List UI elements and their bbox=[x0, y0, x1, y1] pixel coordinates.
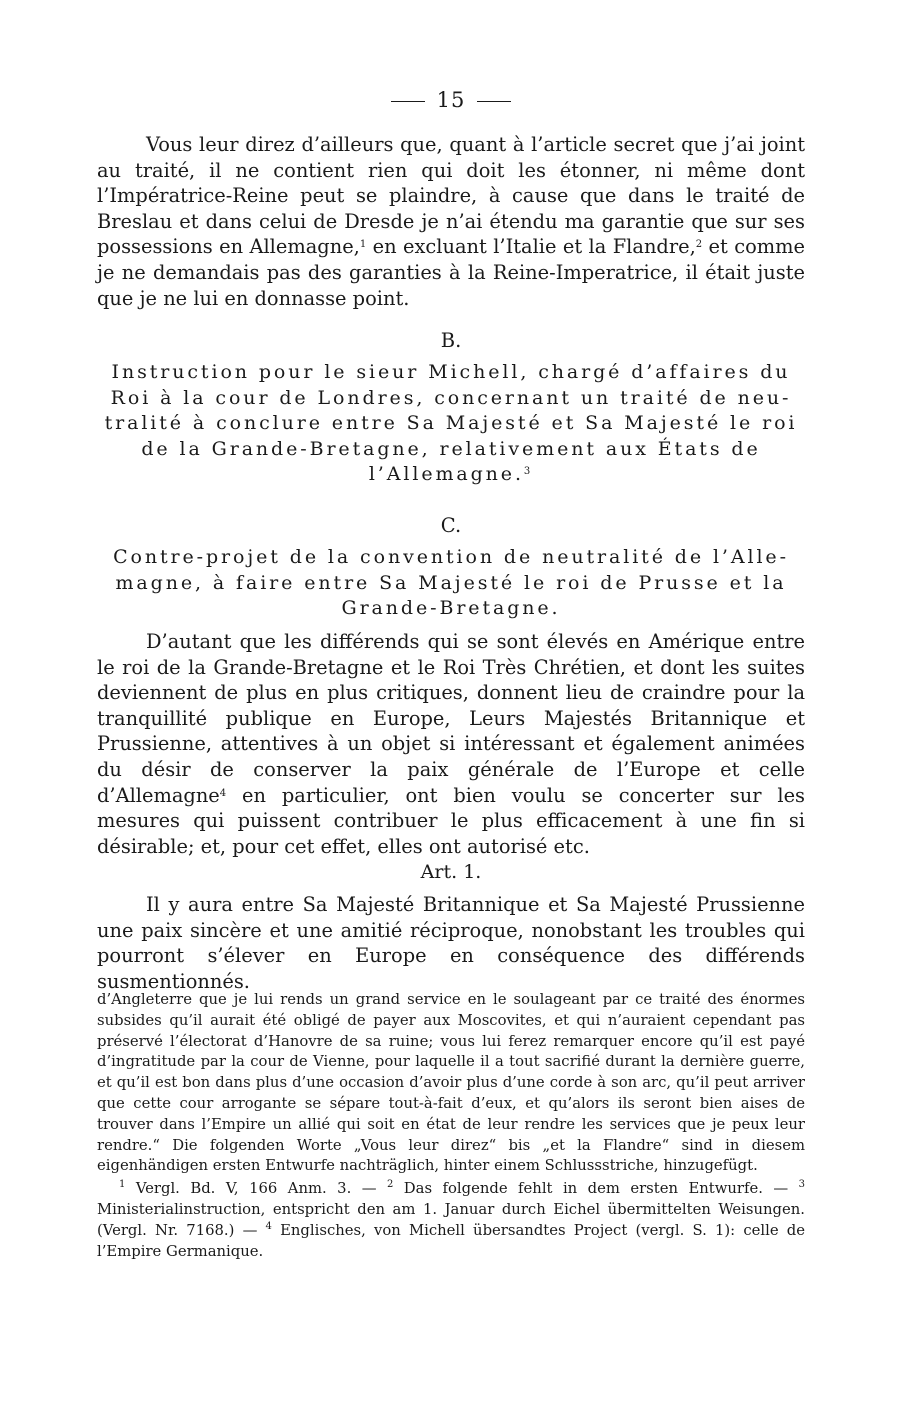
continued-note: d’Angleterre que je lui rends un grand service en le soulageant par ce traité des énormes subsides qu’il aurait été obligé de payer aux Moscovites, et qui n’auraient cependant pas préservé l’électorat d’Hanovre de sa ruine; vous lui ferez remarquer encore qu’il est payé d’ingratitude par la cour de Vienne, pour laquelle il a tout sacrifié durant la dernière guerre, et qu’il est bon dans plus d’une occasion d’avoir plus d’une corde à son arc, qu’il peut arriver que cette cour arrogante se sépare tout-à-fait d’eux, et qu’alors ils seront bien aises de trouver dans l’Empire un allié qui soit en état de leur rendre les services que je peux leur rendre.“ Die folgenden Worte „Vous leur direz“ bis „et la Flandre“ sind in diesem eigenhändigen ersten Entwurfe nachträglich, hinter einem Schlussstriche, hinzugefügt. bbox=[97, 991, 805, 1175]
intro-paragraph bbox=[97, 132, 805, 311]
page-number bbox=[97, 88, 805, 112]
section-c-line: Contre-projet de la convention de neutralité de l’Alle- bbox=[113, 546, 789, 568]
footnote-marker-3: 3 bbox=[523, 466, 534, 478]
section-c-letter: C. bbox=[440, 514, 462, 537]
section-c-line: Grande-Bretagne. bbox=[341, 597, 561, 620]
section-b-line: Roi à la cour de Londres, concernant un traité de neu- bbox=[110, 386, 792, 409]
intro-text: Vous leur direz d’ailleurs que, quant à l’article secret que j’ai joint au traité, il ne contient rien qui doit les étonner, ni même dont l’Impératrice-Reine peut se plaindre, à cause que dans le traité de Breslau et dans celui de Dresde je n’ai étendu ma garantie que sur ses possessions en Allemagne, bbox=[97, 133, 805, 259]
footnote-number: 4 bbox=[265, 1220, 272, 1232]
footnote-marker-4: 4 bbox=[219, 787, 227, 799]
footnote-number: 3 bbox=[798, 1179, 806, 1191]
footnotes bbox=[97, 1179, 805, 1262]
preamble-text: D’autant que les différends qui se sont élevés en Amérique entre le roi de la Grande-Bretagne et le Roi Très Chrétien, et dont les suites deviennent de plus en plus critiques, donnent lieu de craindre pour la tranquillité publique en Europe, Leurs Majestés Britannique et Prussienne, attentives à un objet si intéressant et également animées du désir de conserver la paix générale de l’Europe et celle d’Allemagne bbox=[97, 630, 805, 807]
footnote-text: Das folgende fehlt in dem ersten Entwurfe. — bbox=[393, 1180, 799, 1198]
notes-block bbox=[97, 990, 805, 1262]
footnote-text: Ministerialinstruction, entspricht den am 1. Januar durch Eichel übermittelten Weisungen. (Vergl. Nr. 7168.) — bbox=[97, 1200, 805, 1239]
article-heading: Art. 1. bbox=[420, 861, 482, 883]
page-number-dash-right bbox=[477, 101, 511, 102]
section-b-letter: B. bbox=[440, 329, 462, 352]
preamble-text-end: en particulier, ont bien voulu se concerter sur les mesures qui puissent contribuer le plus efficacement à une fin si désirable; et, pour cet effet, elles ont autorisé etc. bbox=[97, 783, 805, 858]
footnote-marker-2: 2 bbox=[695, 239, 703, 251]
section-b-line: Instruction pour le sieur Michell, chargé d’affaires du bbox=[111, 361, 791, 383]
preamble-block bbox=[97, 629, 805, 859]
intro-paragraph-block bbox=[97, 132, 805, 311]
page-number-dash-left bbox=[391, 101, 425, 102]
intro-text-mid: en excluant l’Italie et la Flandre, bbox=[366, 235, 696, 259]
preamble-paragraph bbox=[97, 629, 805, 859]
page-number-text: 15 bbox=[436, 88, 466, 112]
footnote-marker-1: 1 bbox=[359, 239, 367, 251]
section-b-line: tralité à conclure entre Sa Majesté et Sa Majesté le roi bbox=[104, 412, 798, 435]
section-b-line: l’Allemagne. bbox=[368, 463, 524, 486]
intro-text-end: et comme je ne demandais pas des garanties à la Reine-Imperatrice, il était juste que je ne lui en donnasse point. bbox=[97, 235, 806, 310]
section-b-line: de la Grande-Bretagne, relativement aux États de bbox=[141, 437, 761, 460]
footnote-number: 2 bbox=[386, 1179, 394, 1191]
footnote-text: Englisches, von Michell übersandtes Project (vergl. S. 1): celle de l’Empire Germanique. bbox=[97, 1221, 805, 1260]
section-b-heading bbox=[97, 360, 805, 488]
section-b-last-line bbox=[97, 462, 805, 488]
article-paragraph: Il y aura entre Sa Majesté Britannique et Sa Majesté Prussienne une paix sincère et une amitié réciproque, nonobstant les troubles qui pourront s’élever en Europe en conséquence des différends susmentionnés. bbox=[97, 893, 805, 993]
article-block bbox=[97, 892, 805, 994]
footnote-number: 1 bbox=[119, 1179, 126, 1191]
section-c-heading bbox=[97, 545, 805, 622]
section-c-line: magne, à faire entre Sa Majesté le roi de Prusse et la bbox=[115, 571, 787, 594]
footnote-text: Vergl. Bd. V, 166 Anm. 3. — bbox=[125, 1180, 387, 1198]
